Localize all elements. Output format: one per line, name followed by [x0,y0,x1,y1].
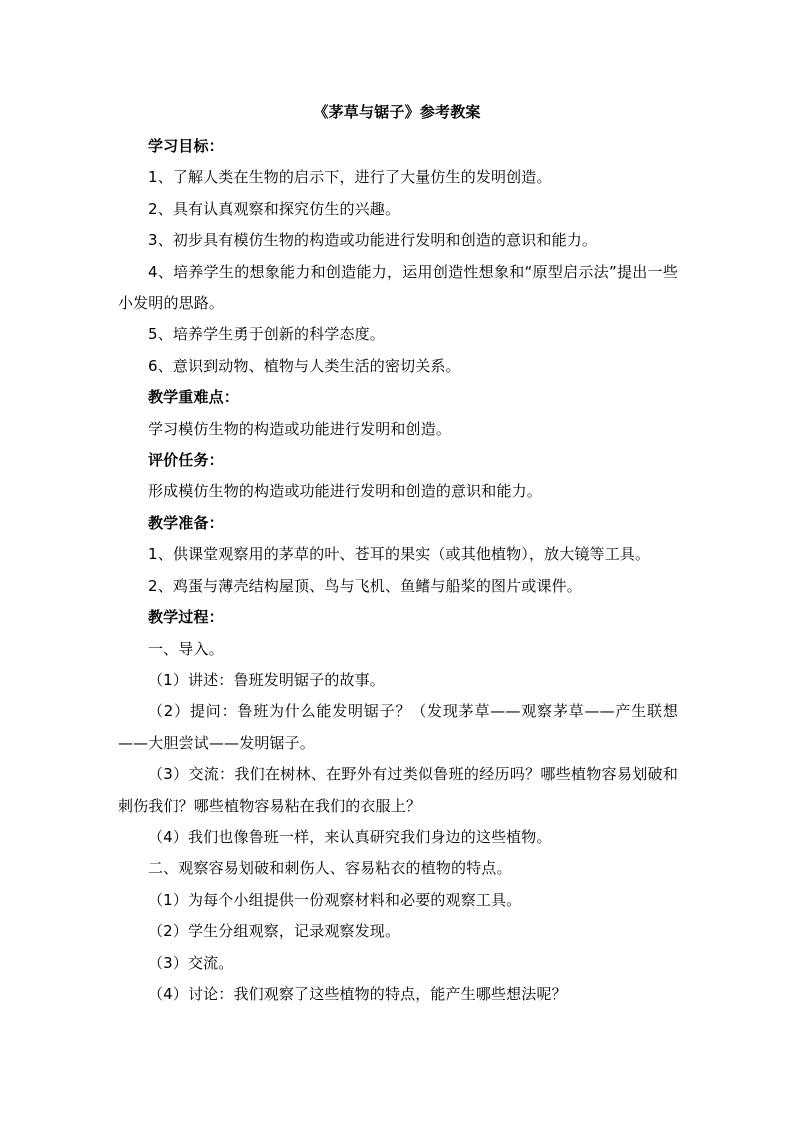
process-part1-item-1: （1）讲述：鲁班发明锯子的故事。 [148,670,385,689]
objective-item-1: 1、了解人类在生物的启示下，进行了大量仿生的发明创造。 [148,168,552,187]
evaluation-heading: 评价任务： [148,451,224,470]
process-part2-item-4: （4）讨论：我们观察了这些植物的特点，能产生哪些想法呢？ [148,984,567,1003]
evaluation-text: 形成模仿生物的构造或功能进行发明和创造的意识和能力。 [148,482,542,501]
process-heading: 教学过程： [148,608,224,627]
process-part1-title: 一、导入。 [148,639,224,658]
objective-item-5: 5、培养学生勇于创新的科学态度。 [148,325,385,344]
preparation-heading: 教学准备： [148,513,224,532]
process-part1-item-4: （4）我们也像鲁班一样，来认真研究我们身边的这些植物。 [148,827,552,846]
process-part2-item-1: （1）为每个小组提供一份观察材料和必要的观察工具。 [148,890,522,909]
preparation-item-2: 2、鸡蛋与薄壳结构屋顶、鸟与飞机、鱼鳍与船桨的图片或课件。 [148,576,582,595]
process-part2-item-2: （2）学生分组观察，记录观察发现。 [148,922,401,941]
objective-item-6: 6、意识到动物、植物与人类生活的密切关系。 [148,356,461,375]
process-part2-item-3: （3）交流。 [148,953,234,972]
document-body [118,131,678,1010]
process-part2-title: 二、观察容易划破和刺伤人、容易粘衣的植物的特点。 [148,859,512,878]
process-part1-item-3: （3）交流：我们在树林、在野外有过类似鲁班的经历吗？哪些植物容易划破和刺伤我们？哪些植物容易粘在我们的衣服上？ [118,765,678,815]
objective-item-4: 4、培养学生的想象能力和创造能力，运用创造性想象和“原型启示法”提出一些小发明的思路。 [118,262,678,313]
process-part1-item-2: （2）提问：鲁班为什么能发明锯子？（发现茅草——观察茅草——产生联想——大胆尝试——发明锯子。 [118,702,678,752]
document-title: 《茅草与锯子》参考教案 [313,103,481,121]
objective-item-2: 2、具有认真观察和探究仿生的兴趣。 [148,199,401,218]
preparation-item-1: 1、供课堂观察用的茅草的叶、苍耳的果实（或其他植物），放大镜等工具。 [148,545,651,564]
key-points-heading: 教学重难点： [148,388,239,407]
objective-item-3: 3、初步具有模仿生物的构造或功能进行发明和创造的意识和能力。 [148,231,598,250]
objectives-heading: 学习目标： [148,137,224,155]
key-points-text: 学习模仿生物的构造或功能进行发明和创造。 [148,419,452,438]
